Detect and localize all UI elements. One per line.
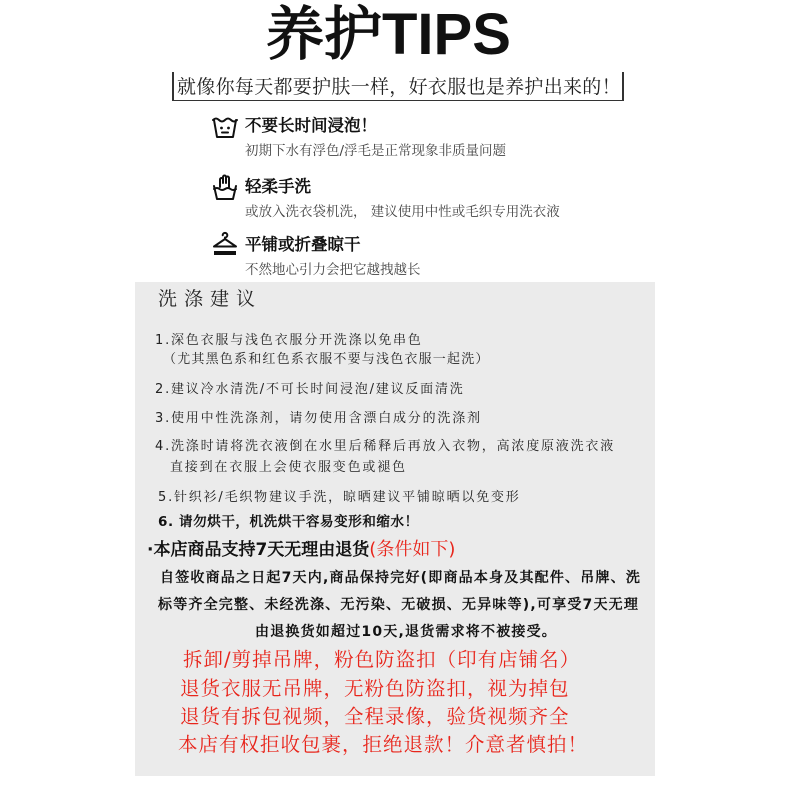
washing-advice-line: 直接到在衣服上会使衣服变色或褪色 bbox=[170, 460, 407, 475]
return-warning-line: 退货衣服无吊牌，无粉色防盗扣，视为掉包 bbox=[180, 677, 570, 700]
return-policy-headline bbox=[147, 540, 455, 560]
return-terms-line: 由退换货如超过10天,退货需求将不被接受。 bbox=[255, 624, 557, 640]
return-terms-line: 自签收商品之日起7天内,商品保持完好(即商品本身及其配件、吊牌、洗 bbox=[160, 570, 642, 586]
return-terms-line: 标等齐全完整、未经洗涤、无污染、无破损、无异味等),可享受7天无理 bbox=[158, 597, 640, 613]
washing-advice-line: 6. 请勿烘干，机洗烘干容易变形和缩水！ bbox=[158, 514, 419, 530]
washing-advice-line: （尤其黑色系和红色系衣服不要与浅色衣服一起洗） bbox=[163, 352, 490, 367]
return-warning-line: 退货有拆包视频，全程录像，验货视频齐全 bbox=[180, 705, 570, 728]
tip-title: 轻柔手洗 bbox=[245, 177, 311, 196]
subtitle: 就像你每天都要护肤一样，好衣服也是养护出来的！ bbox=[177, 76, 621, 98]
washing-advice-line: 2.建议冷水清洗/不可长时间浸泡/建议反面清洗 bbox=[155, 382, 465, 397]
return-condition-note: (条件如下) bbox=[369, 539, 456, 560]
soak-basin-icon bbox=[211, 112, 239, 140]
washing-advice-line: 1.深色衣服与浅色衣服分开洗涤以免串色 bbox=[155, 333, 423, 348]
tip-title: 不要长时间浸泡！ bbox=[245, 116, 377, 135]
page-title: 养护TIPS bbox=[266, 2, 511, 67]
tip-description: 或放入洗衣袋机洗， 建议使用中性或毛织专用洗衣液 bbox=[245, 204, 560, 220]
return-policy-text: ·本店商品支持7天无理由退货 bbox=[147, 540, 370, 560]
drying-hanger-icon bbox=[211, 231, 239, 259]
washing-advice-line: 5.针织衫/毛织物建议手洗，晾晒建议平铺晾晒以免变形 bbox=[158, 490, 521, 505]
tip-description: 不然地心引力会把它越拽越长 bbox=[245, 262, 421, 278]
washing-advice-line: 3.使用中性洗涤剂，请勿使用含漂白成分的洗涤剂 bbox=[155, 411, 482, 426]
return-warning-line: 拆卸/剪掉吊牌，粉色防盗扣（印有店铺名） bbox=[183, 648, 581, 671]
return-warning-line: 本店有权拒收包裹，拒绝退款！介意者慎拍！ bbox=[178, 733, 589, 756]
hand-wash-icon bbox=[211, 173, 239, 201]
tip-title: 平铺或折叠晾干 bbox=[245, 235, 361, 254]
subtitle-frame bbox=[172, 72, 624, 101]
tip-description: 初期下水有浮色/浮毛是正常现象非质量问题 bbox=[245, 143, 507, 159]
washing-advice-title: 洗涤建议 bbox=[158, 288, 263, 310]
washing-advice-line: 4.洗涤时请将洗衣液倒在水里后稀释后再放入衣物，高浓度原液洗衣液 bbox=[155, 439, 616, 454]
